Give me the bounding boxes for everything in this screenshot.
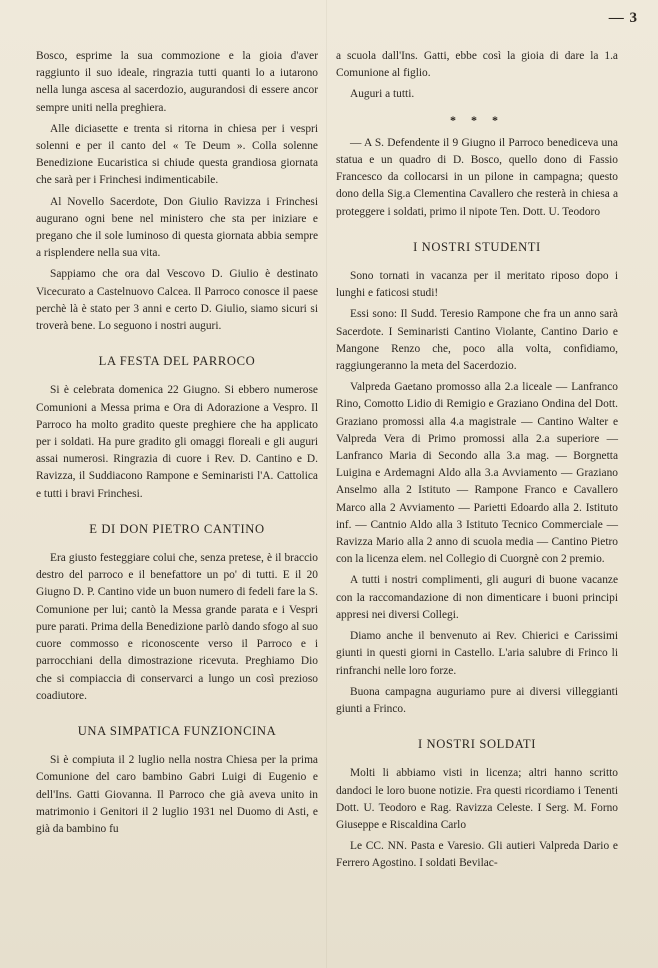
paragraph: Si è celebrata domenica 22 Giugno. Si ebbero numerose Comunioni a Messa prima e Ora di Adorazione a Vespro. Il Parroco ha molto gradito queste preghiere che ha applicato per i soldati. Ha pure gradito gli omaggi floreali e gli auguri assai numerosi. Ringrazia di cuore i Rev. D. Cantino e D. Ravizza, il Suddiacono Rampone e Seminaristi l'A. Cattolica e tutti i bravi Frinchesi. <box>36 384 318 500</box>
left-column <box>36 48 318 842</box>
paragraph: Buona campagna auguriamo pure ai diversi villeggianti giunti a Frinco. <box>336 685 618 715</box>
paragraph: Auguri a tutti. <box>350 88 415 101</box>
section-heading: UNA SIMPATICA FUNZIONCINA <box>77 723 277 738</box>
section-heading: LA FESTA DEL PARROCO <box>98 354 256 369</box>
paragraph: Sono tornati in vacanza per il meritato riposo dopo i lunghi e faticosi studi! <box>336 270 618 300</box>
paragraph: Sappiamo che ora dal Vescovo D. Giulio è destinato Vicecurato a Castelnuovo Calcea. Il Parroco conosce il paese perchè là è stato per 3 anni e certo D. Giulio, siamo sicuri si troverà bene. Lo seguono i nostri auguri. <box>36 268 318 333</box>
paragraph: Essi sono: Il Sudd. Teresio Rampone che fra un anno sarà Sacerdote. I Seminaristi Cantino Violante, Cantino Dario e Mangone Renzo che, poco alla volta, confidiamo, raggiungeranno la meta del Sacerdozio. <box>336 308 618 373</box>
section-heading: I NOSTRI SOLDATI <box>417 737 537 752</box>
paragraph: Alle diciasette e trenta si ritorna in chiesa per i vespri solenni e per il canto del « Te Deum ». Colla solenne Benedizione Eucaristica si chiude questa grandiosa giornata che sarà per i Frinchesi indimenticabile. <box>36 122 318 187</box>
paragraph: — A S. Defendente il 9 Giugno il Parroco benediceva una statua e un quadro di D. Bosco, quello dono di Fassio Francesco da collocarsi in un pilone in campagna; questo dono della Sig.a Clementina Cavallero che resterà in chiesa a proteggere i soldati, primo il nipote Ten. Dott. U. Teodoro <box>336 136 618 218</box>
right-column <box>336 48 618 877</box>
paragraph: A tutti i nostri complimenti, gli auguri di buone vacanze con la raccomandazione di non dimenticare i buoni principi appresi nei diversi Collegi. <box>336 574 618 621</box>
page-number: — 3 <box>608 10 638 26</box>
paragraph: Si è compiuta il 2 luglio nella nostra Chiesa per la prima Comunione del caro bambino Gabri Luigi di Eugenio e dell'Ins. Gatti Giovanna. Il Parroco che già aveva unito in matrimonio i Genitori il 2 luglio 1931 nel Duomo di Asti, e già da bambino fu <box>36 754 318 835</box>
paragraph: Bosco, esprime la sua commozione e la gioia d'aver raggiunto il suo ideale, ringrazia tutti quanti lo a iutarono nella lunga ascesa al sacerdozio, augurandosi di essere ancor sempre uniti nella preghiera. <box>36 50 318 114</box>
paragraph: Al Novello Sacerdote, Don Giulio Ravizza i Frinchesi augurano ogni bene nel ministero che sta per iniziare e pregano che il sole luminoso di questa giornata abbia sempre a risplendere nella sua vita. <box>36 195 318 260</box>
separator-stars: * * * <box>450 112 504 127</box>
section-heading: I NOSTRI STUDENTI <box>413 239 541 254</box>
paragraph: Valpreda Gaetano promosso alla 2.a liceale — Lanfranco Rino, Comotto Lidio di Remigio e Graziano Ondina del Dott. Graziano promossi alla 4.a magistrale — Cantino Walter e Valpreda Vera di Primo promossi alla 2.a superiore — Lanfranco Maria di Secondo alla 3.a mag. — Borgnetta Luigina e Ardemagni Aldo alla 3.a Avviamento — Graziano Anselmo alla 2 Istituto — Rampone Franco e Cavallero Marco alla 2 Avviamento — Parietti Edoardo alla 2. Istituto inf. — Cantnio Aldo alla 3 Istituto Tecnico Commerciale — Ravizza Mario alla 2 anno di scuola media — Cantino Pietro con la licenza elem. nel Collegio di Cuorgnè con 2 premio. <box>336 381 618 566</box>
paragraph: Diamo anche il benvenuto ai Rev. Chierici e Carissimi giunti in questi giorni in Castello. L'aria salubre di Frinco li rinfranchi nelle loro forze. <box>336 630 618 677</box>
section-heading: E DI DON PIETRO CANTINO <box>89 521 265 536</box>
paragraph: Molti li abbiamo visti in licenza; altri hanno scritto dandoci le loro buone notizie. Fra questi ricordiamo i Tenenti Dott. U. Teodoro e Rag. Ravizza Celeste. I Serg. M. Forno Giuseppe e Riscaldina Carlo <box>336 767 618 831</box>
paragraph: Era giusto festeggiare colui che, senza pretese, è il braccio destro del parroco e il benefattore un po' di tutti. E il 20 Giugno D. P. Cantino vide un buon numero di fedeli fare la S. Comunione per lui; cantò la Messa grande parata e i Vespri pure parati. Prima della Benedizione parlò dando sfogo al suo cuore commosso e riconoscente verso il Parroco e i parrocchiani della dimostrazione ricevuta. Preghiamo Dio che si compiaccia di conservarci a lungo un così prezioso coadiutore. <box>36 552 318 702</box>
fold-line <box>326 0 327 968</box>
paragraph: a scuola dall'Ins. Gatti, ebbe così la gioia di dare la 1.a Comunione al figlio. <box>336 50 618 80</box>
paragraph: Le CC. NN. Pasta e Varesio. Gli autieri Valpreda Dario e Ferrero Agostino. I soldati Bevilac- <box>336 840 618 870</box>
